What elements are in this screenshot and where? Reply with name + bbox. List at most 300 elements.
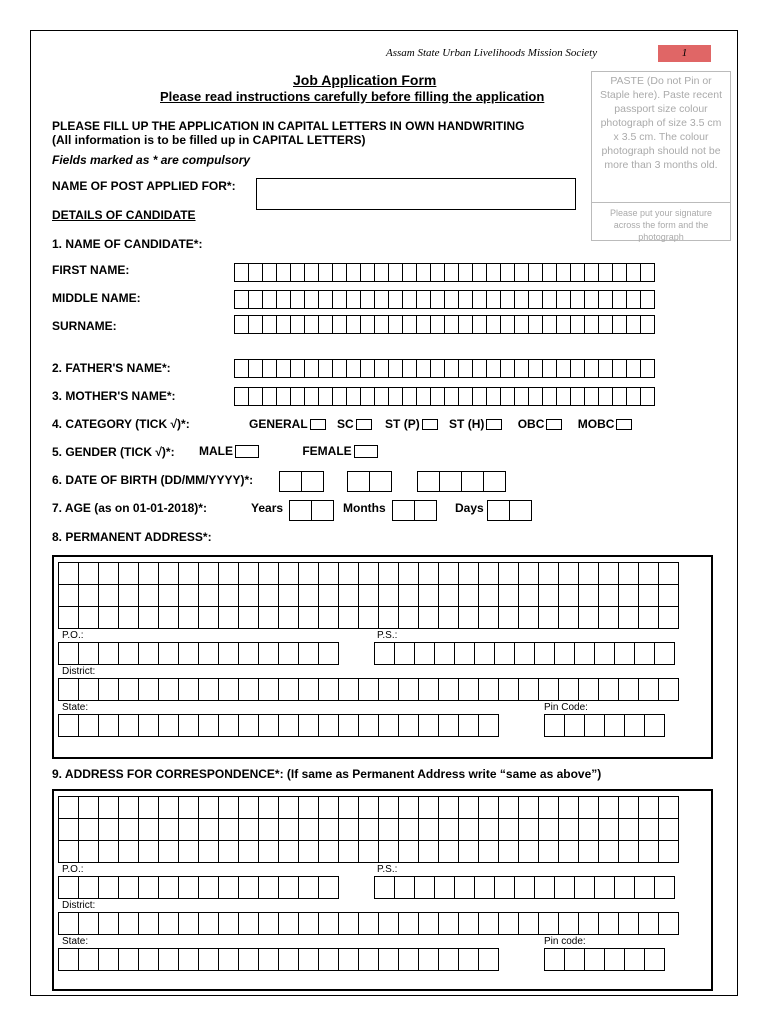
address-char-box[interactable] [598,678,619,701]
address-char-box[interactable] [238,876,259,899]
address-char-box[interactable] [58,840,79,863]
post-input[interactable] [256,178,576,210]
char-box[interactable] [500,263,515,282]
char-box[interactable] [301,471,324,492]
address-char-box[interactable] [618,818,639,841]
char-box[interactable] [542,315,557,334]
address-char-box[interactable] [178,796,199,819]
char-box[interactable] [388,359,403,378]
address-char-box[interactable] [218,912,239,935]
address-char-box[interactable] [398,714,419,737]
address-char-box[interactable] [578,796,599,819]
address-char-box[interactable] [654,642,675,665]
address-char-box[interactable] [418,714,439,737]
address-char-box[interactable] [414,642,435,665]
pin-boxes[interactable] [544,948,665,971]
address-char-box[interactable] [238,584,259,607]
address-char-box[interactable] [138,912,159,935]
address-char-box[interactable] [554,642,575,665]
address-char-box[interactable] [78,912,99,935]
address-char-box[interactable] [58,912,79,935]
char-box[interactable] [304,359,319,378]
address-char-box[interactable] [158,606,179,629]
address-char-box[interactable] [318,584,339,607]
address-char-box[interactable] [478,606,499,629]
address-char-box[interactable] [478,796,499,819]
char-box[interactable] [528,359,543,378]
surname-boxes[interactable] [234,315,655,334]
address-char-box[interactable] [558,840,579,863]
char-box[interactable] [346,290,361,309]
address-char-box[interactable] [538,562,559,585]
address-char-box[interactable] [258,714,279,737]
address-char-box[interactable] [278,714,299,737]
address-char-box[interactable] [474,642,495,665]
char-box[interactable] [276,263,291,282]
address-char-box[interactable] [538,818,559,841]
address-char-box[interactable] [218,714,239,737]
address-char-box[interactable] [554,876,575,899]
address-char-box[interactable] [378,840,399,863]
char-box[interactable] [416,290,431,309]
char-box[interactable] [402,315,417,334]
address-char-box[interactable] [658,678,679,701]
ps-boxes[interactable] [374,642,675,665]
address-char-box[interactable] [634,876,655,899]
address-char-box[interactable] [338,948,359,971]
char-box[interactable] [304,290,319,309]
middle-name-boxes[interactable] [234,290,655,309]
address-char-box[interactable] [438,678,459,701]
address-line-1[interactable] [58,796,679,819]
char-box[interactable] [584,263,599,282]
char-box[interactable] [318,387,333,406]
address-char-box[interactable] [238,912,259,935]
address-char-box[interactable] [78,818,99,841]
address-char-box[interactable] [278,818,299,841]
address-char-box[interactable] [178,876,199,899]
char-box[interactable] [416,263,431,282]
dob-day-boxes[interactable] [279,471,324,492]
address-char-box[interactable] [338,840,359,863]
char-box[interactable] [430,315,445,334]
address-char-box[interactable] [278,912,299,935]
address-char-box[interactable] [398,678,419,701]
char-box[interactable] [556,315,571,334]
address-char-box[interactable] [638,912,659,935]
address-char-box[interactable] [278,584,299,607]
address-char-box[interactable] [658,818,679,841]
char-box[interactable] [612,387,627,406]
address-char-box[interactable] [258,876,279,899]
address-char-box[interactable] [638,562,659,585]
address-char-box[interactable] [438,714,459,737]
char-box[interactable] [528,263,543,282]
char-box[interactable] [542,290,557,309]
char-box[interactable] [392,500,415,521]
address-char-box[interactable] [458,714,479,737]
char-box[interactable] [318,359,333,378]
address-char-box[interactable] [478,678,499,701]
address-char-box[interactable] [358,796,379,819]
address-char-box[interactable] [138,606,159,629]
address-char-box[interactable] [598,562,619,585]
address-char-box[interactable] [574,642,595,665]
address-char-box[interactable] [198,948,219,971]
address-char-box[interactable] [638,818,659,841]
address-char-box[interactable] [604,948,625,971]
address-char-box[interactable] [198,876,219,899]
address-char-box[interactable] [498,606,519,629]
address-char-box[interactable] [278,562,299,585]
address-char-box[interactable] [158,876,179,899]
address-char-box[interactable] [578,678,599,701]
address-char-box[interactable] [318,840,339,863]
address-char-box[interactable] [478,840,499,863]
cat-sc-checkbox[interactable] [356,419,372,430]
char-box[interactable] [509,500,532,521]
address-char-box[interactable] [434,642,455,665]
address-char-box[interactable] [318,818,339,841]
address-char-box[interactable] [624,948,645,971]
char-box[interactable] [374,263,389,282]
address-char-box[interactable] [198,714,219,737]
address-char-box[interactable] [78,948,99,971]
address-char-box[interactable] [158,840,179,863]
char-box[interactable] [346,359,361,378]
address-char-box[interactable] [98,796,119,819]
char-box[interactable] [556,263,571,282]
address-char-box[interactable] [278,796,299,819]
address-char-box[interactable] [118,796,139,819]
address-char-box[interactable] [118,714,139,737]
address-char-box[interactable] [298,714,319,737]
address-char-box[interactable] [198,562,219,585]
char-box[interactable] [458,290,473,309]
char-box[interactable] [346,263,361,282]
char-box[interactable] [262,290,277,309]
address-char-box[interactable] [638,584,659,607]
address-char-box[interactable] [178,948,199,971]
char-box[interactable] [360,290,375,309]
char-box[interactable] [416,359,431,378]
char-box[interactable] [472,315,487,334]
address-char-box[interactable] [418,948,439,971]
address-char-box[interactable] [498,584,519,607]
address-char-box[interactable] [158,642,179,665]
address-char-box[interactable] [438,606,459,629]
address-char-box[interactable] [434,876,455,899]
char-box[interactable] [332,359,347,378]
address-char-box[interactable] [318,876,339,899]
address-char-box[interactable] [378,818,399,841]
address-char-box[interactable] [638,840,659,863]
char-box[interactable] [514,387,529,406]
address-char-box[interactable] [258,678,279,701]
char-box[interactable] [444,290,459,309]
address-char-box[interactable] [658,584,679,607]
address-char-box[interactable] [564,714,585,737]
address-char-box[interactable] [58,714,79,737]
address-char-box[interactable] [558,912,579,935]
address-char-box[interactable] [398,796,419,819]
address-char-box[interactable] [638,678,659,701]
char-box[interactable] [414,500,437,521]
address-char-box[interactable] [278,948,299,971]
address-char-box[interactable] [618,606,639,629]
char-box[interactable] [570,315,585,334]
address-char-box[interactable] [238,840,259,863]
address-char-box[interactable] [138,840,159,863]
char-box[interactable] [402,263,417,282]
cat-mobc-checkbox[interactable] [616,419,632,430]
address-char-box[interactable] [618,796,639,819]
address-char-box[interactable] [98,678,119,701]
address-char-box[interactable] [258,948,279,971]
address-char-box[interactable] [338,562,359,585]
address-char-box[interactable] [338,796,359,819]
address-char-box[interactable] [418,912,439,935]
address-char-box[interactable] [394,876,415,899]
char-box[interactable] [311,500,334,521]
char-box[interactable] [360,263,375,282]
address-char-box[interactable] [474,876,495,899]
char-box[interactable] [416,387,431,406]
cat-obc-checkbox[interactable] [546,419,562,430]
char-box[interactable] [640,315,655,334]
address-char-box[interactable] [538,606,559,629]
address-char-box[interactable] [478,912,499,935]
address-char-box[interactable] [438,912,459,935]
char-box[interactable] [542,359,557,378]
address-char-box[interactable] [518,912,539,935]
address-char-box[interactable] [198,606,219,629]
address-char-box[interactable] [98,876,119,899]
address-char-box[interactable] [458,584,479,607]
address-char-box[interactable] [238,642,259,665]
address-char-box[interactable] [258,606,279,629]
char-box[interactable] [483,471,506,492]
address-char-box[interactable] [138,796,159,819]
char-box[interactable] [570,387,585,406]
char-box[interactable] [640,263,655,282]
father-name-boxes[interactable] [234,359,655,378]
char-box[interactable] [402,359,417,378]
char-box[interactable] [472,387,487,406]
address-char-box[interactable] [534,876,555,899]
char-box[interactable] [234,263,249,282]
address-char-box[interactable] [298,584,319,607]
char-box[interactable] [626,290,641,309]
address-char-box[interactable] [218,606,239,629]
char-box[interactable] [487,500,510,521]
char-box[interactable] [528,290,543,309]
address-char-box[interactable] [98,642,119,665]
address-char-box[interactable] [218,642,239,665]
address-char-box[interactable] [458,796,479,819]
char-box[interactable] [612,315,627,334]
address-char-box[interactable] [198,796,219,819]
address-char-box[interactable] [498,796,519,819]
address-char-box[interactable] [534,642,555,665]
char-box[interactable] [556,290,571,309]
char-box[interactable] [640,359,655,378]
address-char-box[interactable] [178,584,199,607]
char-box[interactable] [472,263,487,282]
char-box[interactable] [276,315,291,334]
address-char-box[interactable] [564,948,585,971]
address-char-box[interactable] [298,642,319,665]
address-char-box[interactable] [638,796,659,819]
address-char-box[interactable] [558,606,579,629]
address-char-box[interactable] [238,678,259,701]
address-char-box[interactable] [138,818,159,841]
address-char-box[interactable] [278,606,299,629]
address-char-box[interactable] [584,948,605,971]
address-char-box[interactable] [278,642,299,665]
address-char-box[interactable] [458,948,479,971]
address-char-box[interactable] [374,642,395,665]
char-box[interactable] [276,359,291,378]
dob-year-boxes[interactable] [417,471,506,492]
address-char-box[interactable] [544,714,565,737]
address-char-box[interactable] [518,562,539,585]
char-box[interactable] [458,387,473,406]
char-box[interactable] [556,387,571,406]
address-char-box[interactable] [358,714,379,737]
address-char-box[interactable] [278,876,299,899]
address-char-box[interactable] [138,876,159,899]
address-char-box[interactable] [178,840,199,863]
char-box[interactable] [514,315,529,334]
address-char-box[interactable] [278,678,299,701]
address-char-box[interactable] [218,948,239,971]
address-char-box[interactable] [418,562,439,585]
address-char-box[interactable] [594,876,615,899]
char-box[interactable] [290,263,305,282]
address-char-box[interactable] [598,584,619,607]
char-box[interactable] [500,359,515,378]
address-char-box[interactable] [584,714,605,737]
address-char-box[interactable] [538,912,559,935]
address-char-box[interactable] [78,606,99,629]
address-char-box[interactable] [298,840,319,863]
address-char-box[interactable] [118,678,139,701]
char-box[interactable] [612,359,627,378]
address-char-box[interactable] [498,562,519,585]
address-char-box[interactable] [454,642,475,665]
address-char-box[interactable] [578,584,599,607]
char-box[interactable] [444,359,459,378]
address-char-box[interactable] [538,678,559,701]
char-box[interactable] [640,290,655,309]
address-char-box[interactable] [238,818,259,841]
dob-month-boxes[interactable] [347,471,392,492]
char-box[interactable] [542,387,557,406]
address-char-box[interactable] [498,678,519,701]
address-char-box[interactable] [178,642,199,665]
address-char-box[interactable] [118,840,139,863]
char-box[interactable] [486,315,501,334]
address-char-box[interactable] [394,642,415,665]
char-box[interactable] [458,315,473,334]
address-char-box[interactable] [238,796,259,819]
address-char-box[interactable] [418,796,439,819]
address-char-box[interactable] [644,714,665,737]
address-char-box[interactable] [614,642,635,665]
address-char-box[interactable] [418,584,439,607]
char-box[interactable] [304,315,319,334]
address-char-box[interactable] [118,606,139,629]
char-box[interactable] [388,290,403,309]
address-char-box[interactable] [598,796,619,819]
address-char-box[interactable] [518,606,539,629]
address-char-box[interactable] [458,840,479,863]
address-char-box[interactable] [238,562,259,585]
address-char-box[interactable] [318,948,339,971]
address-char-box[interactable] [598,840,619,863]
address-char-box[interactable] [98,840,119,863]
address-char-box[interactable] [118,584,139,607]
address-char-box[interactable] [498,912,519,935]
address-char-box[interactable] [258,912,279,935]
address-char-box[interactable] [358,678,379,701]
cat-stp-checkbox[interactable] [422,419,438,430]
address-char-box[interactable] [438,796,459,819]
address-char-box[interactable] [118,818,139,841]
address-char-box[interactable] [418,678,439,701]
address-char-box[interactable] [58,818,79,841]
char-box[interactable] [346,387,361,406]
char-box[interactable] [612,263,627,282]
address-char-box[interactable] [338,818,359,841]
address-char-box[interactable] [518,840,539,863]
char-box[interactable] [584,359,599,378]
char-box[interactable] [626,263,641,282]
address-char-box[interactable] [578,840,599,863]
address-char-box[interactable] [438,840,459,863]
address-line-2[interactable] [58,818,679,841]
char-box[interactable] [584,315,599,334]
address-char-box[interactable] [58,948,79,971]
address-char-box[interactable] [158,948,179,971]
address-char-box[interactable] [178,606,199,629]
address-char-box[interactable] [198,642,219,665]
char-box[interactable] [374,290,389,309]
address-char-box[interactable] [574,876,595,899]
address-char-box[interactable] [614,876,635,899]
address-char-box[interactable] [338,678,359,701]
char-box[interactable] [598,359,613,378]
address-char-box[interactable] [218,678,239,701]
address-char-box[interactable] [658,796,679,819]
address-char-box[interactable] [238,714,259,737]
char-box[interactable] [290,315,305,334]
char-box[interactable] [388,387,403,406]
char-box[interactable] [234,359,249,378]
char-box[interactable] [347,471,370,492]
address-char-box[interactable] [578,912,599,935]
address-char-box[interactable] [98,818,119,841]
address-line-3[interactable] [58,606,679,629]
address-char-box[interactable] [378,584,399,607]
address-char-box[interactable] [558,584,579,607]
char-box[interactable] [626,359,641,378]
address-char-box[interactable] [318,562,339,585]
address-char-box[interactable] [644,948,665,971]
char-box[interactable] [318,263,333,282]
address-char-box[interactable] [138,948,159,971]
